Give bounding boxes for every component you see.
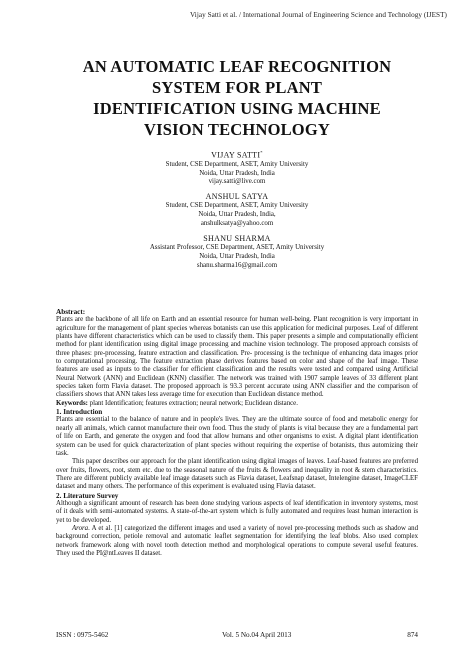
author-location: Noida, Uttar Pradesh, India bbox=[199, 169, 275, 177]
title-line: VISION TECHNOLOGY bbox=[143, 120, 330, 139]
author-name: VIJAY SATTI* bbox=[211, 150, 263, 160]
author-1 bbox=[0, 148, 474, 187]
literature-paragraph-2-text: . A et al. [1] categorized the different images and used a variety of novel pre-processing methods such as shadow and background correction, petiole removal and automatic leaflet segmentation for identifying the leaf blobs. Also used complex network framework along with novel tooth detection method and morphological operations to compute several useful features. They used the PI@ntLeaves II dataset. bbox=[56, 524, 418, 557]
abstract-heading: Abstract: bbox=[56, 308, 86, 316]
footer-issn: ISSN : 0975-5462 bbox=[56, 631, 109, 639]
title-line: IDENTIFICATION USING MACHINE bbox=[93, 99, 381, 118]
paper-body bbox=[56, 308, 418, 558]
cited-author: Arora bbox=[72, 524, 89, 532]
keywords-text: plant Identification; features extraction; neural network; Euclidean distance. bbox=[87, 399, 298, 407]
author-affiliation: Student, CSE Department, ASET, Amity University bbox=[165, 202, 309, 210]
footer-volume: Vol. 5 No.04 April 2013 bbox=[222, 631, 292, 639]
corresponding-mark: * bbox=[260, 150, 263, 155]
author-email: shanu.sharma16@gmail.com bbox=[196, 261, 278, 269]
keywords-label: Keywords: bbox=[56, 399, 88, 407]
title-line: SYSTEM FOR PLANT bbox=[151, 78, 323, 97]
author-name: SHANU SHARMA bbox=[203, 234, 271, 244]
author-email: anshulksatya@yahoo.com bbox=[200, 220, 274, 228]
author-affiliation: Student, CSE Department, ASET, Amity University bbox=[165, 160, 309, 168]
author-affiliation: Assistant Professor, CSE Department, ASET, Amity University bbox=[149, 244, 325, 252]
page-footer bbox=[56, 631, 418, 641]
author-name: ANSHUL SATYA bbox=[205, 192, 269, 202]
introduction-paragraph-1: Plants are essential to the balance of nature and in people's lives. They are the ultimate source of food and metabolic energy for nearly all animals, which cannot manufacture their own food. Thus the study of plants is vital because they are a fundamental part of life on Earth, and generate the oxygen and food that allow humans and other organisms to exist. A digital plant identification system can be used for quick characterization of plant species without requiring the expertise of botanists, thus automizing their task. bbox=[56, 416, 418, 457]
running-header: Vijay Satti et al. / International Journal of Engineering Science and Technology (IJEST) bbox=[189, 11, 447, 19]
paper-title bbox=[40, 56, 434, 140]
author-location: Noida, Uttar Pradesh, India bbox=[199, 253, 275, 260]
author-3 bbox=[0, 234, 474, 271]
title-line: AN AUTOMATIC LEAF RECOGNITION bbox=[82, 57, 392, 76]
keywords bbox=[56, 400, 418, 408]
section-heading-introduction: 1. Introduction bbox=[56, 408, 103, 417]
author-email: vijay.satti@live.com bbox=[208, 178, 266, 186]
introduction-paragraph-2: This paper describes our approach for the plant identification using digital images of leaves. Leaf-based features are preferred over fruits, flowers, root, stem etc. due to the seasonal nature of the fruits & flowers and inequality in root & stem characteristics. There are different publicly available leaf image datasets such as Flavia dataset, Leafsnap dataset, Intelengine dataset, ImageCLEF dataset and many others. The performance of this experiment is evaluated using Flavia dataset. bbox=[56, 458, 418, 491]
literature-paragraph-1: Although a significant amount of research has been done studying various aspects of leaf identification in inventory systems, most of it deals with semi-automated systems. A state-of-the-art system which is fully automated and requires least human interaction is yet to be developed. bbox=[56, 499, 418, 524]
author-location: Noida, Uttar Pradesh, India, bbox=[198, 211, 276, 219]
literature-paragraph-2 bbox=[56, 525, 418, 558]
footer-page-number: 874 bbox=[407, 631, 418, 639]
section-heading-literature: 2. Literature Survey bbox=[56, 491, 119, 500]
abstract-text: Plants are the backbone of all life on Earth and an essential resource for human well-being. Plant recognition is very important in agriculture for the management of plant species whereas botanists can use this application for medicinal purposes. Leaf of different plants have different characteristics which can be used to classify them. This paper presents a simple and computationally efficient method for plant identification using digital image processing and machine vision technology. The proposed approach consists of three phases: pre-processing, feature extraction and classification. Pre- processing is the technique of enhancing data images prior to computational processing. The feature extraction phase derives features based on color and shape of the leaf image. These features are used as inputs to the classifier for efficient classification and the results were tested and compared using Artificial Neural Network (ANN) and Euclidean (KNN) classifier. The network was trained with 1907 sample leaves of 33 different plant species taken form Flavia dataset. The proposed approach is 93.3 percent accurate using ANN classifier and the comparison of classifiers shows that ANN takes less average time for execution than Euclidean distance method. bbox=[56, 316, 418, 399]
author-2 bbox=[0, 192, 474, 229]
author-block bbox=[0, 148, 474, 276]
